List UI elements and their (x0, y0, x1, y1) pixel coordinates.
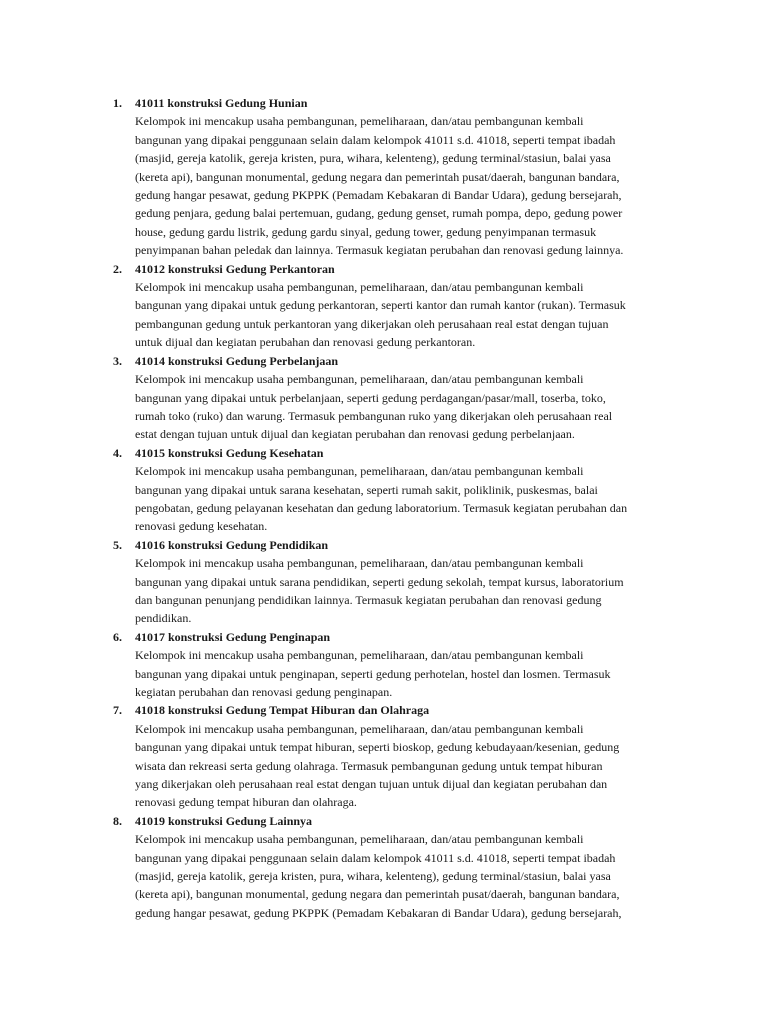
description-line: penyimpanan bahan peledak dan lainnya. Termasuk kegiatan perubahan dan renovasi gedung lainnya. (135, 243, 624, 258)
list-item (0, 701, 768, 811)
item-number: 8. (113, 813, 122, 828)
item-title: 41014 konstruksi Gedung Perbelanjaan (135, 353, 339, 368)
description-line: Kelompok ini mencakup usaha pembangunan, pemeliharaan, dan/atau pembangunan kembali (135, 721, 584, 736)
item-title: 41018 konstruksi Gedung Tempat Hiburan dan Olahraga (135, 703, 430, 718)
description-line: (kereta api), bangunan monumental, gedung negara dan pemerintah pusat/daerah, bangunan bandara, (135, 169, 620, 184)
item-description (135, 278, 768, 352)
item-description (135, 370, 768, 444)
description-line: yang dikerjakan oleh perusahaan real estat dengan tujuan untuk dijual dan kegiatan perubahan dan (135, 777, 608, 792)
description-line: bangunan yang dipakai untuk perbelanjaan, seperti gedung perdagangan/pasar/mall, toserba, toko, (135, 390, 606, 405)
item-number: 2. (113, 261, 122, 276)
item-title: 41012 konstruksi Gedung Perkantoran (135, 261, 335, 276)
list-item (0, 94, 768, 260)
description-line: rumah toko (ruko) dan warung. Termasuk pembangunan ruko yang dikerjakan oleh perusahaan real (135, 408, 613, 423)
description-line: Kelompok ini mencakup usaha pembangunan, pemeliharaan, dan/atau pembangunan kembali (135, 556, 584, 571)
description-line: bangunan yang dipakai untuk sarana kesehatan, seperti rumah sakit, poliklinik, puskesmas, balai (135, 482, 598, 497)
item-description (135, 646, 768, 701)
description-line: renovasi gedung kesehatan. (135, 519, 268, 534)
list-item (0, 628, 768, 702)
item-description (135, 112, 768, 259)
description-line: bangunan yang dipakai penggunaan selain dalam kelompok 41011 s.d. 41018, seperti tempat ibadah (135, 132, 616, 147)
item-number: 5. (113, 537, 122, 552)
description-line: Kelompok ini mencakup usaha pembangunan, pemeliharaan, dan/atau pembangunan kembali (135, 464, 584, 479)
numbered-list (0, 94, 768, 922)
description-line: gedung penjara, gedung balai pertemuan, gudang, gedung genset, rumah pompa, depo, gedung power (135, 206, 623, 221)
description-line: (kereta api), bangunan monumental, gedung negara dan pemerintah pusat/daerah, bangunan bandara, (135, 887, 620, 902)
item-description (135, 830, 768, 922)
list-item (0, 536, 768, 628)
item-number: 7. (113, 703, 122, 718)
description-line: (masjid, gereja katolik, gereja kristen, pura, wihara, kelenteng), gedung terminal/stasiun, balai yasa (135, 869, 611, 884)
description-line: estat dengan tujuan untuk dijual dan kegiatan perubahan dan renovasi gedung perbelanjaan. (135, 427, 575, 442)
description-line: gedung hangar pesawat, gedung PKPPK (Pemadam Kebakaran di Bandar Udara), gedung bersejarah, (135, 905, 622, 920)
description-line: (masjid, gereja katolik, gereja kristen, pura, wihara, kelenteng), gedung terminal/stasiun, balai yasa (135, 151, 611, 166)
description-line: pengobatan, gedung pelayanan kesehatan dan gedung laboratorium. Termasuk kegiatan perubahan dan (135, 500, 628, 515)
description-line: pendidikan. (135, 611, 192, 626)
description-line: Kelompok ini mencakup usaha pembangunan, pemeliharaan, dan/atau pembangunan kembali (135, 372, 584, 387)
item-title: 41011 konstruksi Gedung Hunian (135, 96, 308, 110)
description-line: bangunan yang dipakai untuk tempat hiburan, seperti bioskop, gedung kebudayaan/kesenian, gedung (135, 740, 620, 755)
description-line: Kelompok ini mencakup usaha pembangunan, pemeliharaan, dan/atau pembangunan kembali (135, 280, 584, 295)
item-number: 3. (113, 353, 122, 368)
description-line: bangunan yang dipakai untuk penginapan, seperti gedung perhotelan, hostel dan losmen. Termasuk (135, 666, 611, 681)
list-item (0, 260, 768, 352)
item-number: 4. (113, 445, 122, 460)
description-line: wisata dan rekreasi serta gedung olahraga. Termasuk pembangunan gedung untuk tempat hiburan (135, 758, 603, 773)
list-item (0, 352, 768, 444)
description-line: Kelompok ini mencakup usaha pembangunan, pemeliharaan, dan/atau pembangunan kembali (135, 114, 584, 129)
item-description (135, 720, 768, 812)
item-title: 41019 konstruksi Gedung Lainnya (135, 813, 313, 828)
item-title: 41015 konstruksi Gedung Kesehatan (135, 445, 324, 460)
description-line: Kelompok ini mencakup usaha pembangunan, pemeliharaan, dan/atau pembangunan kembali (135, 648, 584, 663)
description-line: pembangunan gedung untuk perkantoran yang dikerjakan oleh perusahaan real estat dengan tujuan (135, 316, 609, 331)
item-title: 41016 konstruksi Gedung Pendidikan (135, 537, 329, 552)
item-description (135, 462, 768, 536)
description-line: Kelompok ini mencakup usaha pembangunan, pemeliharaan, dan/atau pembangunan kembali (135, 832, 584, 847)
item-number: 1. (113, 96, 122, 110)
description-line: kegiatan perubahan dan renovasi gedung penginapan. (135, 685, 393, 699)
description-line: dan bangunan penunjang pendidikan lainnya. Termasuk kegiatan perubahan dan renovasi gedung (135, 592, 602, 607)
description-line: house, gedung gardu listrik, gedung gardu sinyal, gedung tower, gedung penyimpanan termasuk (135, 224, 597, 239)
item-description (135, 554, 768, 628)
item-title: 41017 konstruksi Gedung Penginapan (135, 629, 331, 644)
description-line: renovasi gedung tempat hiburan dan olahraga. (135, 795, 357, 810)
list-item (0, 812, 768, 922)
item-number: 6. (113, 629, 122, 644)
description-line: gedung hangar pesawat, gedung PKPPK (Pemadam Kebakaran di Bandar Udara), gedung bersejarah, (135, 188, 622, 203)
description-line: untuk dijual dan kegiatan perubahan dan renovasi gedung perkantoran. (135, 335, 476, 350)
description-line: bangunan yang dipakai penggunaan selain dalam kelompok 41011 s.d. 41018, seperti tempat ibadah (135, 850, 616, 865)
list-item (0, 444, 768, 536)
description-line: bangunan yang dipakai untuk sarana pendidikan, seperti gedung sekolah, tempat kursus, laboratorium (135, 574, 624, 589)
description-line: bangunan yang dipakai untuk gedung perkantoran, seperti kantor dan rumah kantor (rukan). Termasuk (135, 298, 626, 313)
